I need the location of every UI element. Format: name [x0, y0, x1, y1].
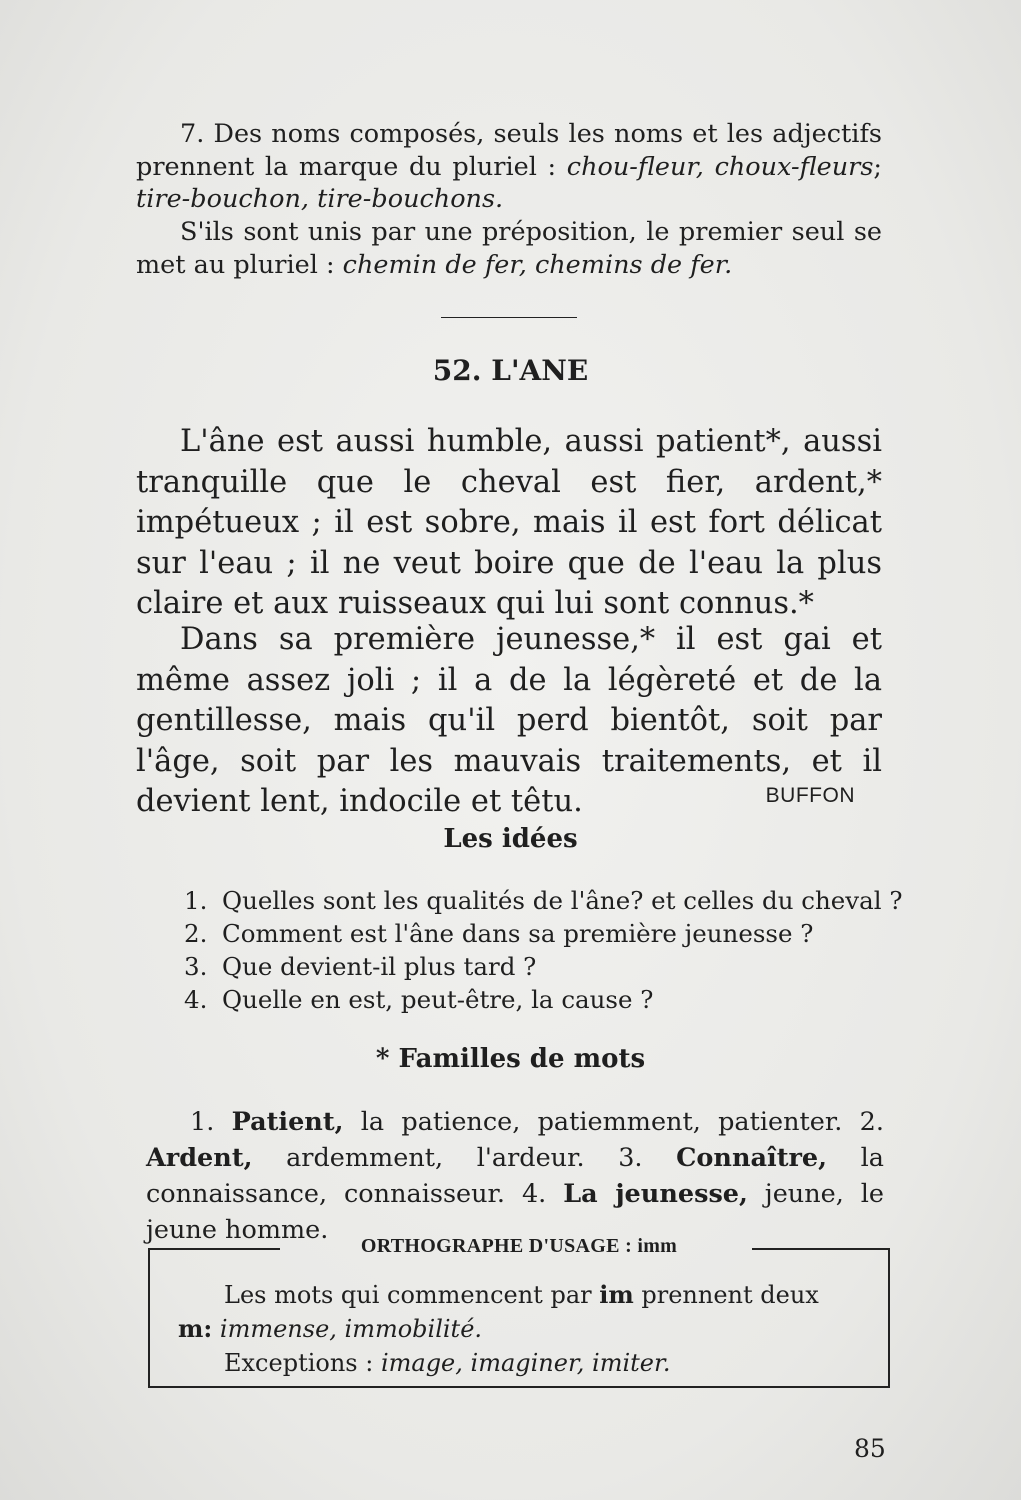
question-text: Quelle en est, peut-être, la cause ? — [222, 985, 654, 1014]
spelling-box-body — [178, 1278, 860, 1380]
reading-paragraph-1: L'âne est aussi humble, aussi patient*, aussi tranquille que le cheval est fier, ardent,* impétueux ; il est sobre, mais il est fort délicat sur l'eau ; il ne veut boire que de l'eau la plus claire et aux ruisseaux qui lui sont connus.* — [136, 424, 882, 621]
rule-7-second-example: chemin de fer, chemins de fer. — [342, 249, 733, 280]
question-item — [184, 917, 902, 950]
rule-7-second-paragraph — [136, 216, 882, 281]
ideas-heading: Les idées — [443, 824, 578, 854]
word-families-paragraph — [146, 1104, 884, 1248]
spelling-rule-line — [178, 1278, 860, 1312]
spelling-rule-text: Les mots qui commencent par — [224, 1281, 600, 1309]
lesson-title-text: L'ANE — [491, 354, 589, 387]
question-text: Comment est l'âne dans sa première jeunesse ? — [222, 919, 814, 948]
spelling-box-header — [150, 1237, 888, 1259]
family-related: la patience, patiemment, patienter. — [343, 1107, 860, 1137]
spelling-examples: immense, immobilité. — [212, 1315, 483, 1343]
exceptions-list: image, imaginer, imiter. — [380, 1349, 671, 1377]
question-number: 4. — [184, 985, 208, 1014]
question-text: Que devient-il plus tard ? — [222, 952, 537, 981]
spelling-exceptions-line — [178, 1346, 860, 1380]
family-number: 3. — [618, 1143, 643, 1173]
family-word: Ardent, — [146, 1143, 253, 1173]
rule-7-paragraph — [136, 118, 882, 216]
family-related: jeune, le jeune homme. — [146, 1179, 884, 1245]
question-number: 1. — [184, 886, 208, 915]
lesson-number: 52. — [432, 354, 482, 387]
rule-7-separator: ; — [873, 151, 882, 182]
spelling-examples-line — [178, 1312, 860, 1346]
family-word: Connaître, — [676, 1143, 828, 1173]
family-number: 2. — [859, 1107, 884, 1137]
family-related: ardemment, l'ardeur. — [252, 1143, 619, 1173]
questions-list — [184, 884, 902, 1016]
spelling-prefix: im — [599, 1280, 634, 1309]
exceptions-label: Exceptions : — [224, 1349, 381, 1377]
rule-7-example-1: chou-fleur, choux-fleurs — [566, 151, 874, 182]
word-families-heading: * Familles de mots — [375, 1044, 646, 1074]
spelling-letters: m: — [178, 1314, 213, 1343]
spelling-heading: ORTHOGRAPHE D'USAGE : imm — [360, 1235, 678, 1257]
family-word: La jeunesse, — [563, 1179, 748, 1209]
family-number: 4. — [521, 1179, 547, 1209]
family-number: 1. — [190, 1107, 215, 1137]
spelling-rule-text-end: prennent deux — [633, 1281, 819, 1309]
question-item — [184, 983, 902, 1016]
question-item — [184, 950, 902, 983]
question-text: Quelles sont les qualités de l'âne? et celles du cheval ? — [222, 886, 903, 915]
reading-paragraph-2: Dans sa première jeunesse,* il est gai et même assez joli ; il a de la légèreté et de la gentillesse, mais qu'il perd bientôt, soit par l'âge, soit par les mauvais traitements, et il devient lent, indocile et têtu. — [136, 622, 882, 819]
author-name: BUFFON — [765, 784, 855, 807]
page-number: 85 — [854, 1434, 886, 1463]
rule-7-example-2: tire-bouchon, tire-bouchons. — [136, 184, 504, 214]
question-item — [184, 884, 902, 917]
spelling-box — [148, 1235, 890, 1388]
lesson-title — [0, 354, 1021, 387]
rule-7-second-text: S'ils sont unis par une préposition, le premier seul se met au pluriel : — [136, 217, 882, 280]
section-divider — [441, 317, 577, 318]
rule-7-text: 7. Des noms composés, seuls les noms et les adjectifs prennent la marque du pluriel : — [136, 119, 882, 182]
family-related: la connaissance, connaisseur. — [146, 1143, 884, 1209]
family-word: Patient, — [231, 1107, 344, 1137]
question-number: 2. — [184, 919, 208, 948]
question-number: 3. — [184, 952, 208, 981]
header-rule-right — [752, 1248, 888, 1250]
